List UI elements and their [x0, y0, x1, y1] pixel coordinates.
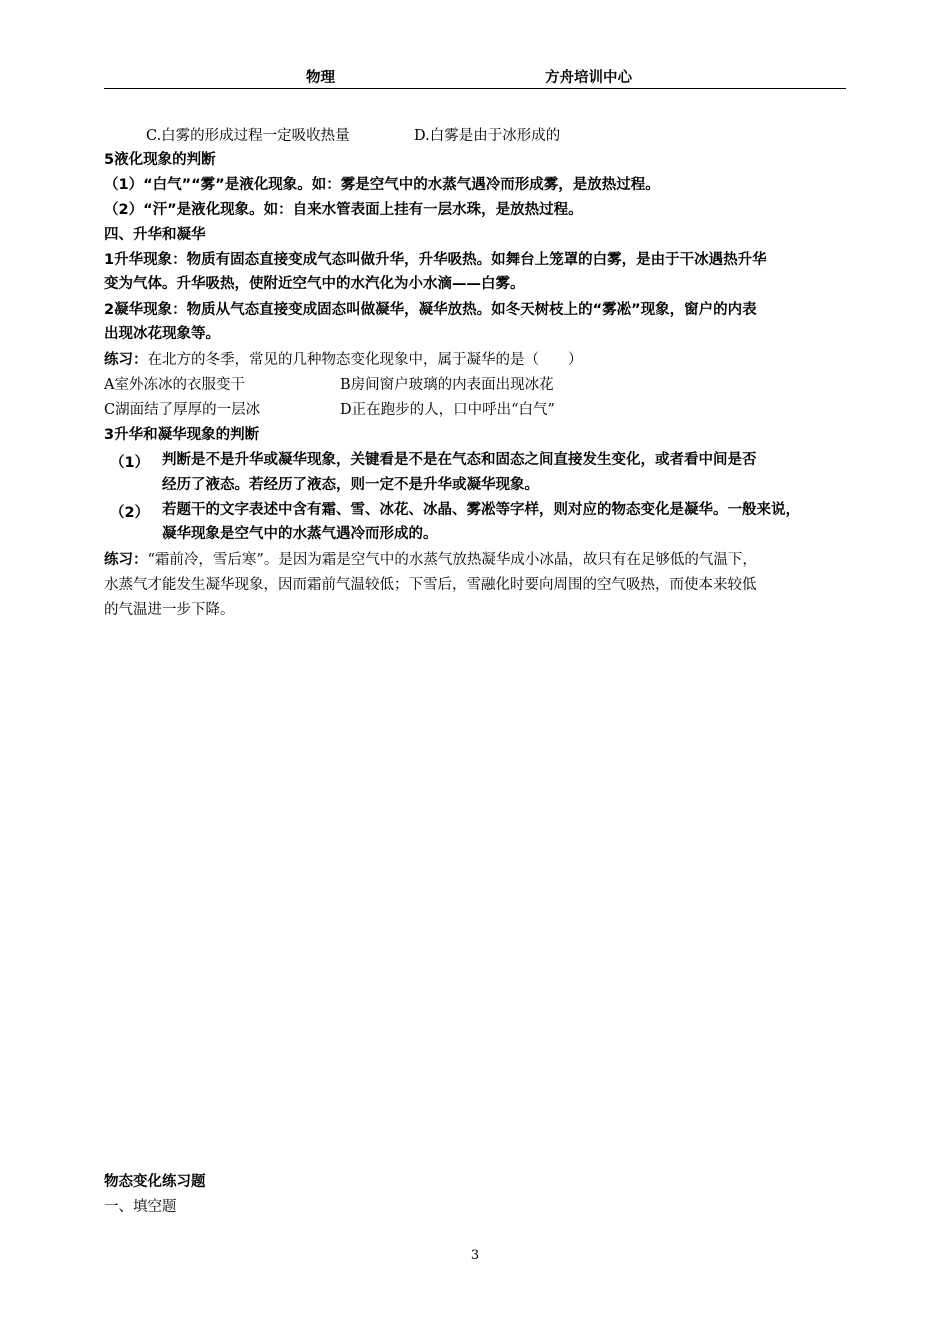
paragraph-line: （2）“汗”是液化现象。如：自来水管表面上挂有一层水珠，是放热过程。: [104, 202, 583, 218]
heading-sublimation-judgement: 3升华和凝华现象的判断: [104, 427, 260, 443]
paragraph-line: 出现冰花现象等。: [104, 326, 220, 342]
option-line-cd: [146, 124, 896, 148]
exercise-question: [104, 348, 854, 372]
paragraph-line: 的气温进一步下降。: [104, 602, 235, 618]
exercise-label: 练习：: [104, 552, 148, 568]
options-row-cd: [104, 398, 704, 422]
item-number: （1）: [110, 455, 150, 471]
paragraph-line: 经历了液态。若经历了液态，则一定不是升华或凝华现象。: [162, 477, 539, 493]
heading-liquefaction-judgement: 5液化现象的判断: [104, 152, 216, 168]
paragraph-line: 若题干的文字表述中含有霜、雪、冰花、冰晶、雾凇等字样，则对应的物态变化是凝华。一般来说，: [162, 502, 800, 518]
paragraph-line: 2凝华现象：物质从气态直接变成固态叫做凝华，凝华放热。如冬天树枝上的“雾凇”现象，窗户的内表: [104, 302, 757, 318]
paragraph-line: 变为气体。升华吸热，使附近空气中的水汽化为小水滴——白雾。: [104, 276, 525, 292]
option-b: B房间窗户玻璃的内表面出现冰花: [340, 377, 554, 393]
exercise-paragraph: [104, 548, 854, 572]
exercise-section-title: 物态变化练习题: [104, 1174, 206, 1190]
section-heading: 四、升华和凝华: [104, 227, 206, 243]
option-c2: C湖面结了厚厚的一层冰: [104, 402, 261, 418]
exercise-label: 练习：: [104, 352, 148, 368]
paragraph-line: （1）“白气”“雾”是液化现象。如：雾是空气中的水蒸气遇冷而形成雾，是放热过程。: [104, 177, 660, 193]
paragraph-line: 凝华现象是空气中的水蒸气遇冷而形成的。: [162, 526, 438, 542]
item-number: （2）: [110, 505, 150, 521]
option-a: A室外冻冰的衣服变干: [104, 377, 245, 393]
option-d: D.白雾是由于冰形成的: [414, 128, 561, 144]
paragraph-line: 判断是不是升华或凝华现象，关键看是不是在气态和固态之间直接发生变化，或者看中间是否: [162, 452, 757, 468]
page-header: [104, 66, 846, 89]
option-c: C.白雾的形成过程一定吸收热量: [146, 128, 350, 144]
option-d2: D正在跑步的人，口中呼出“白气”: [340, 402, 555, 418]
options-row-ab: [104, 373, 704, 397]
exercise-section-subtitle: 一、填空题: [104, 1199, 177, 1215]
paragraph-line: 1升华现象：物质有固态直接变成气态叫做升华，升华吸热。如舞台上笼罩的白雾，是由于干冰遇热升华: [104, 252, 767, 268]
paragraph-line: 水蒸气才能发生凝华现象，因而霜前气温较低；下雪后，雪融化时要向周围的空气吸热，而使本来较低: [104, 577, 757, 593]
header-org: 方舟培训中心: [545, 70, 632, 86]
exercise-text: 在北方的冬季，常见的几种物态变化现象中，属于凝华的是（ ）: [147, 352, 583, 368]
header-subject: 物理: [306, 70, 335, 86]
exercise-text: “霜前冷，雪后寒”。是因为霜是空气中的水蒸气放热凝华成小冰晶，故只有在足够低的气温下，: [147, 552, 757, 568]
page-number: 3: [470, 1248, 480, 1263]
